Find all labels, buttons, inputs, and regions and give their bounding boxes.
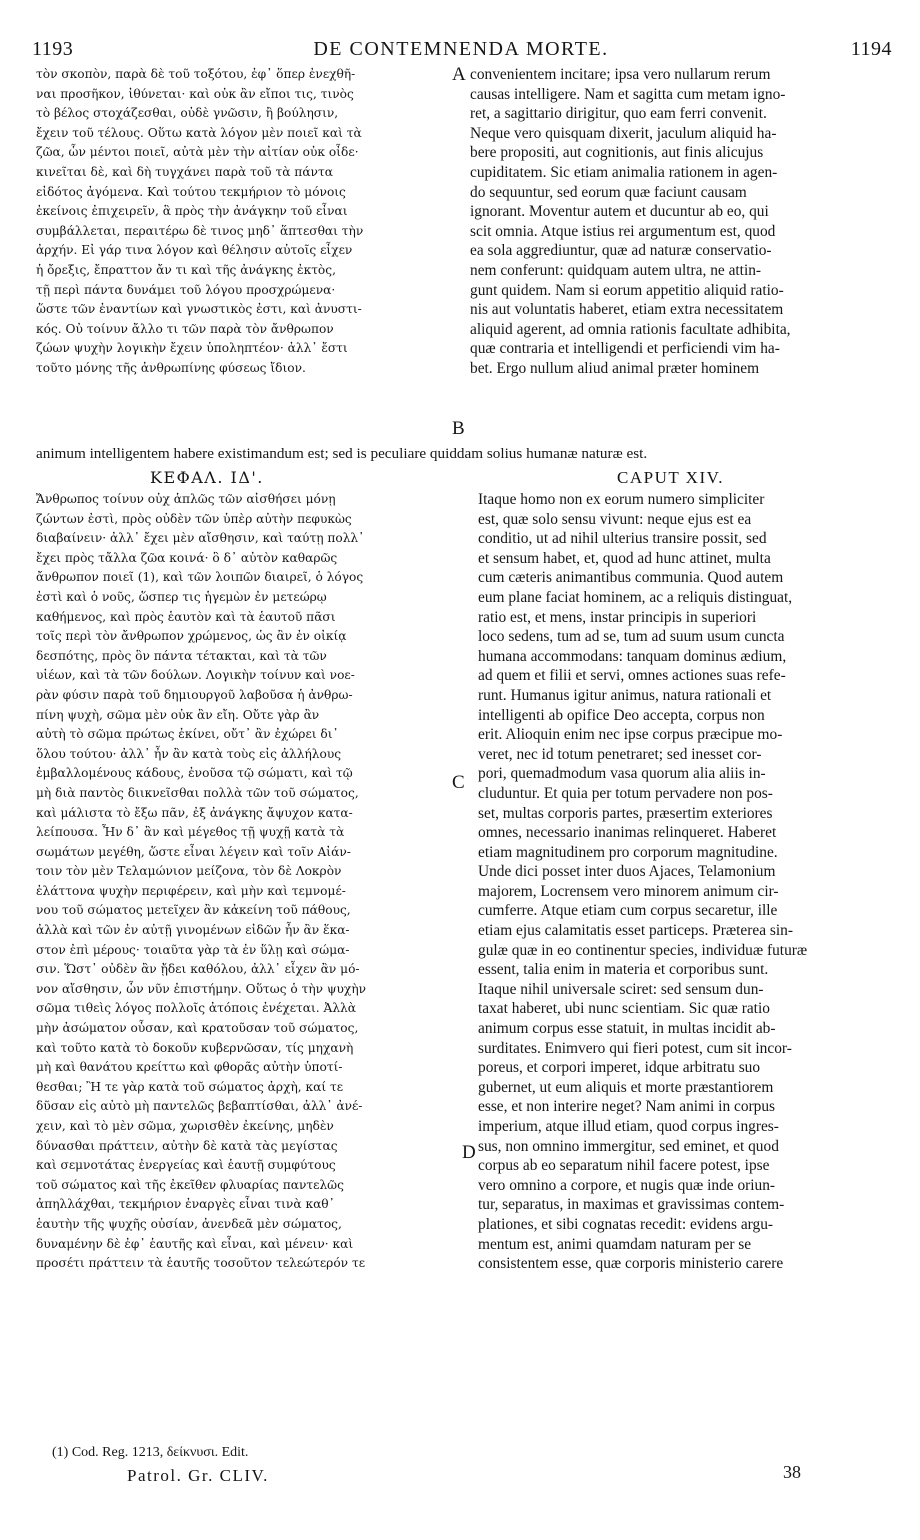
text-line: δεσπότης, πρὸς ὃν πάντα τέτακται, καὶ τὰ τῶν xyxy=(36,648,327,663)
text-line: ἐμβαλλομένους κάδους, ἐνοῦσα τῷ σώματι, καὶ τῷ xyxy=(36,766,353,781)
page-number: 38 xyxy=(783,1462,801,1482)
text-line: λείπουσα. Ἦν δ᾽ ἂν καὶ μέγεθος τῇ ψυχῇ κατὰ τὰ xyxy=(36,825,345,840)
text-line: gulæ quæ in eo continentur species, individuæ futuræ xyxy=(478,941,808,959)
text-line: ἔχειν τοῦ τέλους. Οὕτω κατὰ λόγον μὲν ποιεῖ καὶ τὰ xyxy=(36,125,362,140)
text-line: χειν, καὶ τὸ μὲν σῶμα, χωρισθὲν ἐκείνης, μηδὲν xyxy=(36,1119,334,1133)
text-line: set, multas corporis partes, præsertim exteriores xyxy=(478,804,773,822)
text-line: μὴ καὶ θανάτου κρείττω καὶ φθορᾶς αὐτὴν ὑποτί- xyxy=(36,1060,343,1075)
text-line: ζώντων ἐστὶ, πρὸς οὐδὲν τῶν ὑπὲρ αὐτὴν πεφυκὼς xyxy=(36,511,352,526)
text-line: et sensum habet, et, quod ad hunc attinet, multa xyxy=(478,549,771,567)
text-line: pori, quemadmodum vasa quorum alia aliis in- xyxy=(478,765,766,783)
text-line: majorem, Locrensem vero minorem animum cir- xyxy=(478,882,779,900)
text-line: νον αἴσθησιν, ὧν νῦν ἐπιστήμην. Οὕτως ὁ τὴν ψυχὴν xyxy=(36,981,367,996)
text-line: ἐλάττονα ψυχὴν περιφέρειν, καὶ μὴν καὶ τεμνομέ- xyxy=(36,883,346,898)
text-line: convenientem incitare; ipsa vero nullarum rerum xyxy=(470,66,771,83)
text-line: τοιν τὸν μὲν Τελαμώνιον μείζονα, τὸν δὲ Λοκρὸν xyxy=(36,864,342,879)
text-line: aliquid agerent, ad omnia rationis facultate adhibita, xyxy=(470,320,791,338)
text-line: αὐτὴ τὸ σῶμα πρώτως ἐκίνει, οὔτ᾽ ἂν ἐχώρει δι᾽ xyxy=(36,727,339,742)
text-line: tur, separatus, in maximas et gravissimas contem- xyxy=(478,1196,785,1214)
text-line: corpus ab eo separatum nihil facere potest, ipse xyxy=(478,1157,770,1175)
text-line: ἀρχήν. Εἰ γάρ τινα λόγον καὶ θέλησιν αὐτοῖς εἶχεν xyxy=(36,243,353,258)
text-line: κός. Οὐ τοίνυν ἄλλο τι τῶν παρὰ τὸν ἄνθρωπον xyxy=(36,321,334,336)
top-latin-column xyxy=(470,65,888,379)
text-line: ἑαυτὴν τῆς ψυχῆς οὐσίαν, ἀνενδεᾶ μὲν σώματος, xyxy=(36,1216,342,1231)
text-line: veret, nec id totum penetraret; sed inesset cor- xyxy=(478,745,762,763)
running-title: DE CONTEMNENDA MORTE. xyxy=(313,38,609,60)
text-line: ρὰν φύσιν παρὰ τοῦ δημιουργοῦ λαβοῦσα ἡ ἀνθρω- xyxy=(36,687,353,702)
text-line: essent, talia enim in materia et corporibus sunt. xyxy=(478,961,769,979)
text-line: do sequuntur, sed eorum quæ faciunt causam xyxy=(470,183,747,201)
text-line: ναι προσῆκον, ἰθύνεται· καὶ οὐκ ἂν εἴποι τις, τινὸς xyxy=(36,86,354,101)
page-header xyxy=(28,38,894,62)
text-line: runt. Humanus igitur animus, natura rationali et xyxy=(478,686,772,704)
text-line: cum cæteris animantibus communia. Quod autem xyxy=(478,569,784,587)
text-line: Neque vero quisquam dixerit, jaculum aliquid ha- xyxy=(470,124,777,142)
text-line: τῇ περὶ πάντα δυνάμει τοῦ λόγου προσχρώμενα· xyxy=(36,282,336,297)
text-line: consistentem esse, quæ corporis ministerio carere xyxy=(478,1255,784,1273)
text-line: Unde dici posset inter duos Ajaces, Telamonium xyxy=(478,863,776,881)
text-line: nis aut voluntatis haberet, etiam extra necessitatem xyxy=(470,301,784,319)
text-line: cupiditatem. Sic etiam animalia rationem in agen- xyxy=(470,163,778,181)
text-line: προσέτι πράττειν τὰ ἑαυτῆς τοσοῦτον τελεώτερόν τε xyxy=(36,1256,366,1271)
footnote: (1) Cod. Reg. 1213, δείκνυσι. Edit. xyxy=(52,1445,249,1460)
text-line: καὶ τοῦτο κατὰ τὸ δοκοῦν κυβερνῶσαν, τίς μηχανὴ xyxy=(36,1040,354,1055)
text-line: mentum est, animi quamdam naturam per se xyxy=(478,1235,752,1253)
text-line: μὴν ἀσώματον οὖσαν, καὶ κρατοῦσαν τοῦ σώματος, xyxy=(36,1021,359,1036)
text-line: υἱέων, καὶ τὰ τῶν δούλων. Λογικὴν τοίνυν καὶ νοε- xyxy=(36,668,355,683)
text-line: ea sola aggrediuntur, quæ ad naturæ conservatio- xyxy=(470,242,772,260)
text-line: σωμάτων μεγέθη, ὥστε εἶναι λέγειν καὶ τοῖν Αἰάν- xyxy=(36,844,351,859)
text-line: sus, non omnino immergitur, sed eminet, et quod xyxy=(478,1137,779,1155)
text-line: intelligenti ab opifice Deo accepta, corpus non xyxy=(478,706,765,724)
text-line: ad quem et filii et servi, omnes actiones suas refe- xyxy=(478,667,786,685)
text-line: etiam magnitudinem pro corporum magnitudine. xyxy=(478,843,778,861)
text-line: ζῶα, ὧν μέντοι ποιεῖ, αὐτὰ μὲν τὴν αἰτίαν οὐκ οἶδε· xyxy=(36,145,359,160)
text-line: ζώων ψυχὴν λογικὴν ἔχειν ὑποληπτέον· ἀλλ᾽ ἔστι xyxy=(36,341,348,356)
text-line: ἐστὶ καὶ ὁ νοῦς, ὥσπερ τις ἡγεμὼν ἐν μετεώρῳ xyxy=(36,589,327,604)
left-column-number: 1193 xyxy=(32,38,74,60)
text-line: vero omnino a corpore, et nugis quæ inde oriun- xyxy=(478,1176,776,1194)
section-marker-c: C xyxy=(452,772,465,793)
text-line: esse, et non interire neget? Nam animi in corpus xyxy=(478,1098,776,1116)
text-line: nem conferunt: quidquam autem ultra, ne attin- xyxy=(470,261,762,279)
text-line: θεσθαι; Ἢ τε γὰρ κατὰ τοῦ σώματος ἀρχὴ, καί τε xyxy=(36,1079,344,1094)
greek-chapter-heading: ΚΕΦΑΛ. ΙΔ'. xyxy=(150,468,264,487)
text-line: ἄνθρωπον ποιεῖ (1), καὶ τῶν λοιπῶν διαιρεῖ, ὁ λόγος xyxy=(36,570,364,585)
latin-chapter-heading: CAPUT XIV. xyxy=(617,468,724,487)
top-greek-column xyxy=(36,65,456,379)
text-line: bere propositi, aut cognitionis, aut finis alicujus xyxy=(470,144,764,162)
text-line: δύνασθαι πράττειν, αὐτὴν δὲ κατὰ τὰς μεγίστας xyxy=(36,1138,338,1153)
text-line: δῦσαν εἰς αὐτὸ μὴ παντελῶς βεβαπτίσθαι, ἀλλ᾽ ἀνέ- xyxy=(36,1099,363,1114)
text-line: omnes, necessario inanimas relinqueret. Haberet xyxy=(478,824,777,842)
text-line: plationes, et sibi cognatas recedit: evidens argu- xyxy=(478,1215,774,1233)
text-line: τοῦ σώματος καὶ τῆς ἐκεῖθεν φλυαρίας παντελῶς xyxy=(36,1177,344,1192)
text-line: ἔχει πρὸς τἄλλα ζῶα κοινά· ὃ δ᾽ αὐτὸν καθαρῶς xyxy=(36,550,338,565)
text-line: στον ἐπὶ μέρους· τοιαῦτα γὰρ τὰ ἐν ὕλῃ καὶ σώμα- xyxy=(36,942,350,957)
text-line: ἀπηλλάχθαι, τεκμήριον ἐναργὲς εἶναι τινὰ καθ᾽ xyxy=(36,1197,335,1212)
text-line: animum corpus esse statuit, in multas incidit ab- xyxy=(478,1020,776,1038)
section-marker-b: B xyxy=(452,418,465,439)
text-line: etiam ejus calamitatis esset particeps. Præterea sin- xyxy=(478,922,793,940)
text-line: σῶμα τιθεὶς λόγος πολλοῖς ἀτόποις ἐνέχεται. Ἀλλὰ xyxy=(36,1001,357,1016)
text-line: surditates. Enimvero qui fieri potest, cum sit incor- xyxy=(478,1039,792,1057)
text-line: ἡ ὄρεξις, ἔπραττον ἄν τι καὶ τῆς ἀνάγκης ἐκτὸς, xyxy=(36,262,336,277)
text-line: cumferre. Atque etiam cum corpus secaretur, ille xyxy=(478,902,778,920)
text-line: humana accommodans: tanquam dominus ædium, xyxy=(478,647,787,665)
text-line: est, quæ solo sensu vivunt: neque ejus est ea xyxy=(478,510,752,528)
text-line: ret, a sagittario dirigitur, quo eam ferri convenit. xyxy=(470,105,767,123)
text-line: δυναμένην δὲ ἐφ᾽ ἑαυτῆς καὶ εἶναι, καὶ μένειν· καὶ xyxy=(36,1236,354,1251)
text-line: ἀλλὰ καὶ τῶν ἐν αὐτῇ γινομένων εἰδῶν ἦν ἂν ἕκα- xyxy=(36,923,350,938)
text-line: τοῖς περὶ τὸν ἄνθρωπον χρώμενος, ὡς ἂν ἐν οἰκίᾳ xyxy=(36,629,347,644)
text-line: ratio est, et mens, instar principis in superiori xyxy=(478,608,757,626)
text-line: ἐκείνοις ἐπιχειρεῖν, ἃ πρὸς τὴν ἀνάγκην τοῦ εἶναι xyxy=(36,204,348,219)
text-line: loco sedens, tum ad se, tum ad suum usum cuncta xyxy=(478,628,785,646)
text-line: causas intelligere. Nam et sagitta cum metam igno- xyxy=(470,85,786,103)
right-column-number: 1194 xyxy=(850,38,892,60)
text-line: taxat haberet, ubi nunc scientiam. Sic quæ ratio xyxy=(478,1000,770,1018)
text-line: bet. Ergo nullum aliud animal præter hominem xyxy=(470,359,760,377)
text-line: μὴ διὰ παντὸς διικνεῖσθαι πολλὰ τῶν τοῦ σώματος, xyxy=(36,785,359,800)
text-line: quæ contraria et intelligendi et perficiendi vim ha- xyxy=(470,340,780,358)
text-line: Itaque homo non ex eorum numero simpliciter xyxy=(478,491,765,508)
spanning-line: animum intelligentem habere existimandum est; sed is peculiare quiddam solius humanæ naturæ est. xyxy=(36,445,648,462)
section-marker-d: D xyxy=(462,1142,476,1163)
text-line: εἰδότος ἀγόμενα. Καὶ τούτου τεκμήριον τὸ μόνοις xyxy=(36,184,346,199)
text-line: ὅλου τούτου· ἀλλ᾽ ἦν ἂν κατὰ τοὺς εἰς ἀλλήλους xyxy=(36,746,342,761)
text-line: poreus, et corpori imperet, idque arbitratu suo xyxy=(478,1059,761,1077)
text-line: καθήμενος, καὶ πρὸς ἑαυτὸν καὶ τὰ ἑαυτοῦ πᾶσι xyxy=(36,609,336,624)
main-greek-column xyxy=(36,490,456,1274)
text-line: gunt quidem. Nam si eorum appetitio aliquid ratio- xyxy=(470,281,784,299)
section-marker-a: A xyxy=(452,64,466,85)
main-latin-column xyxy=(478,490,888,1274)
text-line: νου τοῦ σώματος μετεῖχεν ἂν κἀκείνη τοῦ πάθους, xyxy=(36,903,351,918)
text-line: καὶ σεμνοτάτας ἐνεργείας καὶ ἑαυτῇ συμφύτους xyxy=(36,1158,336,1173)
text-line: gubernet, ut eum aliquis et morte præstantiorem xyxy=(478,1078,774,1096)
text-line: cluduntur. Et quia per totum pervadere non pos- xyxy=(478,784,773,802)
text-line: Ἄνθρωπος τοίνυν οὐχ ἁπλῶς τῶν αἰσθήσει μόνῃ xyxy=(36,492,336,506)
text-line: πίνη ψυχὴ, σῶμα μὲν οὐκ ἂν εἴη. Οὔτε γὰρ ἂν xyxy=(36,707,320,722)
text-line: eum plane faciat hominem, ac a reliquis distinguat, xyxy=(478,588,793,606)
text-line: scit omnia. Atque istius rei argumentum est, quod xyxy=(470,222,776,240)
text-line: ὥστε τῶν ἐναντίων καὶ γνωστικὸς ἐστι, καὶ ἀνυστι- xyxy=(36,302,362,317)
text-line: imperium, atque illud etiam, quod corpus ingres- xyxy=(478,1118,779,1135)
text-line: τὸν σκοπὸν, παρὰ δὲ τοῦ τοξότου, ἐφ᾽ ὅπερ ἐνεχθῆ- xyxy=(36,67,356,81)
text-line: διαβαίνειν· ἀλλ᾽ ἔχει μὲν αἴσθησιν, καὶ ταύτῃ πολλ᾽ xyxy=(36,531,365,546)
text-line: κινεῖται δὲ, καὶ δὴ τυγχάνει παρὰ τοῦ τὰ πάντα xyxy=(36,164,333,179)
text-line: τὸ βέλος στοχάζεσθαι, οὐδὲ γνῶσιν, ἢ βούλησιν, xyxy=(36,106,339,121)
text-line: τοῦτο μόνης τῆς ἀνθρωπίνης φύσεως ἴδιον. xyxy=(36,360,306,375)
text-line: ignorant. Moventur autem et ducuntur ab eo, qui xyxy=(470,203,769,221)
printer-signature: Patrol. Gr. CLIV. xyxy=(127,1466,269,1485)
text-line: erit. Alioquin enim nec ipse corpus præcipue mo- xyxy=(478,726,783,744)
text-line: Itaque nihil universale sciret: sed sensum dun- xyxy=(478,980,764,998)
text-line: σιν. Ὥστ᾽ οὐδὲν ἂν ᾔδει καθόλου, ἀλλ᾽ εἶχεν ἂν μό- xyxy=(36,962,360,977)
text-line: καὶ μάλιστα τὸ ἔξω πᾶν, ἐξ ἀνάγκης ἄψυχον κατα- xyxy=(36,805,353,820)
text-line: conditio, ut ad nihil ulterius transire possit, sed xyxy=(478,530,767,548)
text-line: συμβάλλεται, περαιτέρω δὲ τινος μηδ᾽ ἅπτεσθαι τὴν xyxy=(36,223,364,238)
